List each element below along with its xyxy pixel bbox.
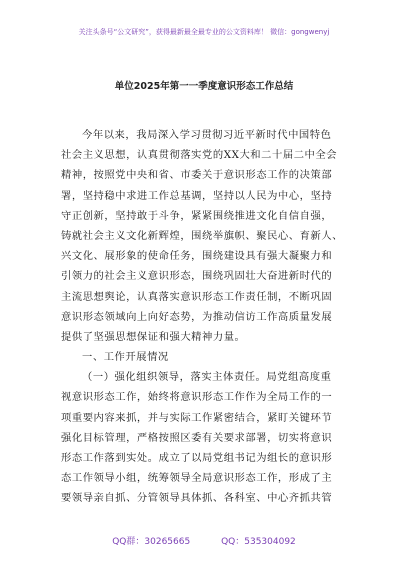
body-line: 项重要内容来抓，并与实际工作紧密结合，紧盯关键环节 [61,411,333,424]
body-line: 形态工作落到实处。成立了以局党组书记为组长的意识形 [61,452,333,464]
document-title: 单位2025年第一一季度意识形态工作总结 [114,81,294,92]
body-line: 引领力的社会主义意识形态，围绕巩固壮大奋进新时代的 [61,270,333,283]
body-line: 精神，按照党中央和省、市委关于意识形态工作的决策部 [61,169,333,182]
body-line: 兴文化、展形象的使命任务，围绕建设具有强大凝聚力和 [61,250,333,263]
body-line: 意识形态领域向上向好态势，为推动信访工作高质量发展 [61,310,333,323]
footer-contact [0,534,408,547]
body-line: 要领导亲自抓、分管领导具体抓、各科室、中心齐抓共管 [61,492,333,505]
section-heading: 一、工作开展情况 [82,351,169,364]
body-line: 守正创新，坚持敢于斗争，紧紧围绕推进文化自信自强， [61,209,333,222]
body-line: 强化目标管理，严格按照区委有关要求部署，切实将意识 [61,431,333,444]
body-line: 今年以来，我局深入学习贯彻习近平新时代中国特色 [82,129,332,141]
body-line: 署，坚持稳中求进工作总基调，坚持以人民为中心，坚持 [61,189,333,202]
body-line: 提供了坚强思想保证和强大精神力量。 [61,330,246,343]
body-line: 态工作领导小组，统筹领导全局意识形态工作，形成了主 [61,472,333,485]
body-line: 视意识形态工作，始终将意识形态工作作为全局工作的一 [61,391,333,404]
body-line: 主流思想舆论，认真落实意识形态工作责任制，不断巩固 [61,290,333,303]
body-line: 社会主义思想，认真贯彻落实党的XX大和二十届二中全会 [61,149,338,162]
subsection-heading: （一）强化组织领导，落实主体责任。局党组高度重 [82,371,332,384]
body-line: 铸就社会主义文化新辉煌，围绕举旗帜、聚民心、育新人、 [61,229,344,242]
header-promo-note: 关注头条号“公文研究”，获得最新最全最专业的公文资料库！ 微信：gongwenyj [78,28,330,36]
footer-qq-group: QQ群：30265665 [112,537,191,547]
footer-qq-number: QQ：535304092 [221,537,296,547]
document-body [61,125,348,509]
